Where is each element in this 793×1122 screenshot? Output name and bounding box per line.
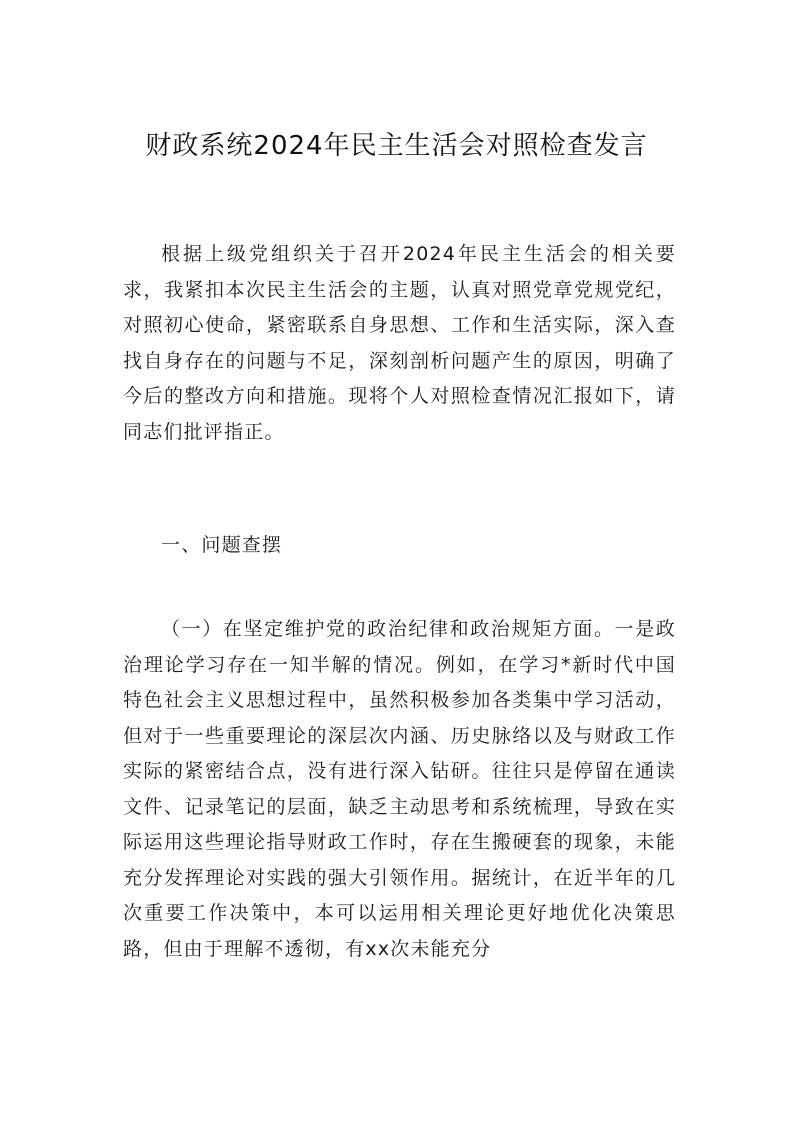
intro-paragraph: 根据上级党组织关于召开2024年民主生活会的相关要求，我紧扣本次民主生活会的主题，认真对照党章党规党纪，对照初心使命，紧密联系自身思想、工作和生活实际，深入查找自身存在的问题与不足，深刻剖析问题产生的原因，明确了今后的整改方向和措施。现将个人对照检查情况汇报如下，请同志们批评指正。 xyxy=(123,243,676,443)
document-title: 财政系统2024年民主生活会对照检查发言 xyxy=(145,131,648,161)
section-heading: 一、问题查摆 xyxy=(161,534,283,556)
section-paragraph: （一）在坚定维护党的政治纪律和政治规矩方面。一是政治理论学习存在一知半解的情况。例如，在学习*新时代中国特色社会主义思想过程中，虽然积极参加各类集中学习活动，但对于一些重要理论的深层次内涵、历史脉络以及与财政工作实际的紧密结合点，没有进行深入钻研。往往只是停留在通读文件、记录笔记的层面，缺乏主动思考和系统梳理，导致在实际运用这些理论指导财政工作时，存在生搬硬套的现象，未能充分发挥理论对实践的强大引领作用。据统计，在近半年的几次重要工作决策中，本可以运用相关理论更好地优化决策思路，但由于理解不透彻，有xx次未能充分 xyxy=(123,618,676,960)
